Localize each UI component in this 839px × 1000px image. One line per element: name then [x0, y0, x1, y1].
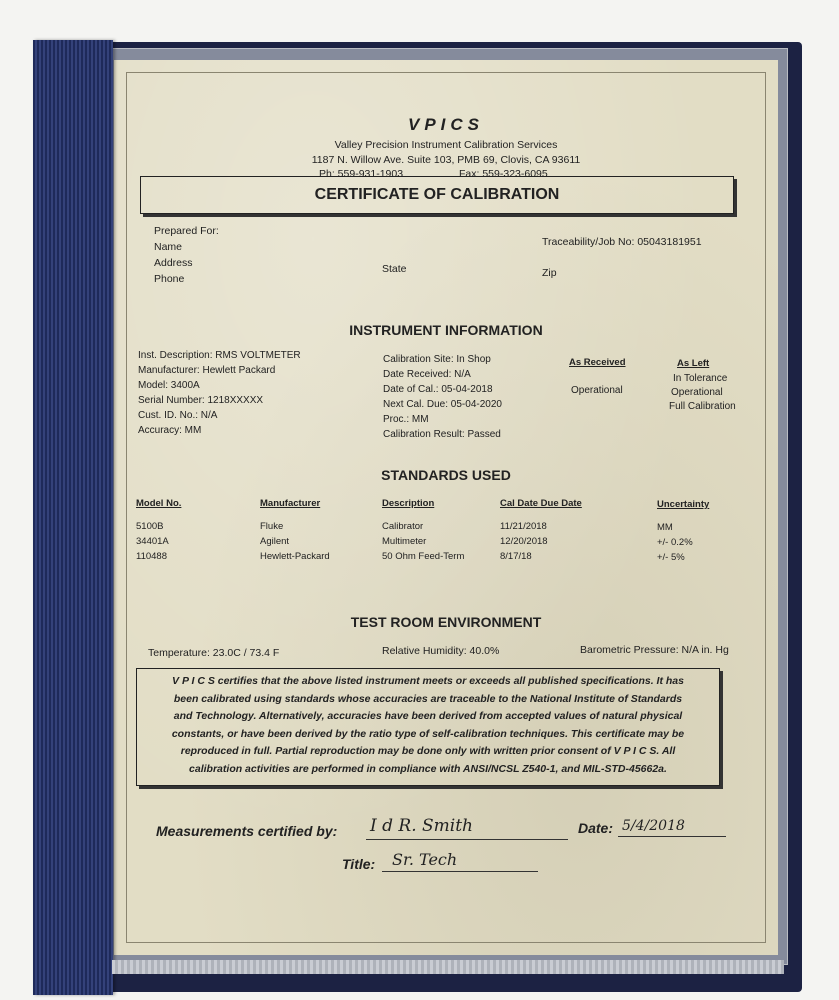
standards-used-heading: STANDARDS USED: [381, 467, 511, 483]
company-full-name: Valley Precision Instrument Calibration Services: [334, 139, 558, 151]
statement-line: been calibrated using standards whose accuracies are traceable to the National Institute of Standards: [173, 692, 683, 705]
company-fax: Fax: 559-323-6095: [459, 168, 548, 180]
company-address: 1187 N. Willow Ave. Suite 103, PMB 69, Clovis, CA 93611: [311, 154, 581, 166]
folder-spine: [33, 40, 113, 995]
certificate-title: CERTIFICATE OF CALIBRATION: [314, 186, 560, 203]
procedure: Proc.: MM: [383, 414, 429, 425]
signature-line: [366, 839, 568, 840]
cell-model: 34401A: [136, 536, 169, 547]
certificate-title-box: [140, 176, 734, 214]
col-model-no: Model No.: [136, 498, 182, 509]
cell-model: 110488: [136, 551, 167, 562]
instrument-manufacturer: Manufacturer: Hewlett Packard: [138, 365, 276, 376]
cell-due-date: 12/20/2018: [500, 536, 548, 547]
certifier-title: Sr. Tech: [392, 850, 458, 869]
measurements-certified-label: Measurements certified by:: [156, 823, 338, 839]
traceability-job-number: Traceability/Job No: 05043181951: [542, 236, 702, 248]
zip-label: Zip: [542, 267, 557, 279]
relative-humidity: Relative Humidity: 40.0%: [382, 645, 500, 657]
phone-label: Phone: [154, 273, 185, 285]
certifier-signature: I d R. Smith: [370, 816, 473, 836]
cell-uncertainty: +/- 5%: [657, 552, 685, 563]
col-description: Description: [382, 498, 435, 509]
instrument-cust-id: Cust. ID. No.: N/A: [138, 410, 218, 421]
as-left-status-1: In Tolerance: [673, 373, 728, 384]
statement-line: V P I C S certifies that the above listed instrument meets or exceeds all published specifications. It has: [172, 675, 684, 687]
as-received-heading: As Received: [569, 357, 626, 368]
address-label: Address: [154, 257, 193, 269]
cell-model: 5100B: [136, 521, 164, 532]
state-label: State: [382, 263, 407, 275]
next-calibration-due: Next Cal. Due: 05-04-2020: [383, 399, 502, 410]
company-logo-text: VPICS: [407, 115, 485, 134]
company-phone: Ph: 559-931-1903: [319, 168, 404, 180]
as-left-status-2: Operational: [671, 387, 723, 398]
cell-uncertainty: +/- 0.2%: [657, 537, 693, 548]
name-label: Name: [154, 241, 183, 253]
title-line: [382, 871, 538, 872]
title-label: Title:: [342, 856, 376, 872]
date-received: Date Received: N/A: [383, 369, 471, 380]
as-received-status: Operational: [571, 385, 623, 396]
barometric-pressure: Barometric Pressure: N/A in. Hg: [580, 644, 729, 656]
certification-date: 5/4/2018: [622, 818, 685, 834]
statement-line: calibration activities are performed in compliance with ANSI/NCSL Z540-1, and MIL-STD-45662a.: [189, 762, 667, 775]
instrument-serial: Serial Number: 1218XXXXX: [138, 395, 264, 406]
instrument-description: Inst. Description: RMS VOLTMETER: [138, 350, 301, 361]
col-cal-date-due-date: Cal Date Due Date: [500, 498, 582, 509]
col-uncertainty: Uncertainty: [657, 499, 710, 510]
statement-line: constants, or have been derived by the ratio type of self-calibration techniques. This certificate may be: [171, 727, 685, 740]
statement-line: reproduced in full. Partial reproduction may be done only with written prior consent of V P I C S. All: [180, 745, 676, 757]
calibration-site: Calibration Site: In Shop: [383, 354, 491, 365]
cell-uncertainty: MM: [657, 522, 673, 533]
date-label: Date:: [578, 820, 614, 836]
as-left-heading: As Left: [677, 358, 710, 369]
instrument-information-heading: INSTRUMENT INFORMATION: [349, 322, 543, 338]
cell-description: Calibrator: [382, 521, 424, 532]
calibration-result: Calibration Result: Passed: [383, 429, 501, 440]
as-left-status-3: Full Calibration: [669, 401, 736, 412]
cell-description: Multimeter: [382, 536, 427, 547]
col-manufacturer: Manufacturer: [260, 498, 321, 509]
cell-due-date: 8/17/18: [500, 551, 532, 562]
certificate-page: [114, 60, 778, 955]
cell-manufacturer: Agilent: [260, 536, 290, 547]
cell-manufacturer: Fluke: [260, 521, 284, 532]
cell-manufacturer: Hewlett-Packard: [260, 551, 330, 562]
temperature: Temperature: 23.0C / 73.4 F: [148, 647, 280, 659]
certification-statement: [136, 668, 720, 786]
cell-due-date: 11/21/2018: [500, 521, 547, 532]
instrument-model: Model: 3400A: [138, 380, 200, 391]
instrument-accuracy: Accuracy: MM: [138, 425, 202, 436]
statement-line: and Technology. Alternatively, accuracies have been derived from accepted values of natural physical: [173, 710, 683, 722]
prepared-for-heading: Prepared For:: [154, 225, 219, 237]
sleeve-edge: [112, 960, 784, 974]
cell-description: 50 Ohm Feed-Term: [382, 551, 465, 562]
date-of-calibration: Date of Cal.: 05-04-2018: [383, 384, 493, 395]
test-room-environment-heading: TEST ROOM ENVIRONMENT: [350, 614, 542, 630]
date-line: [618, 836, 726, 837]
